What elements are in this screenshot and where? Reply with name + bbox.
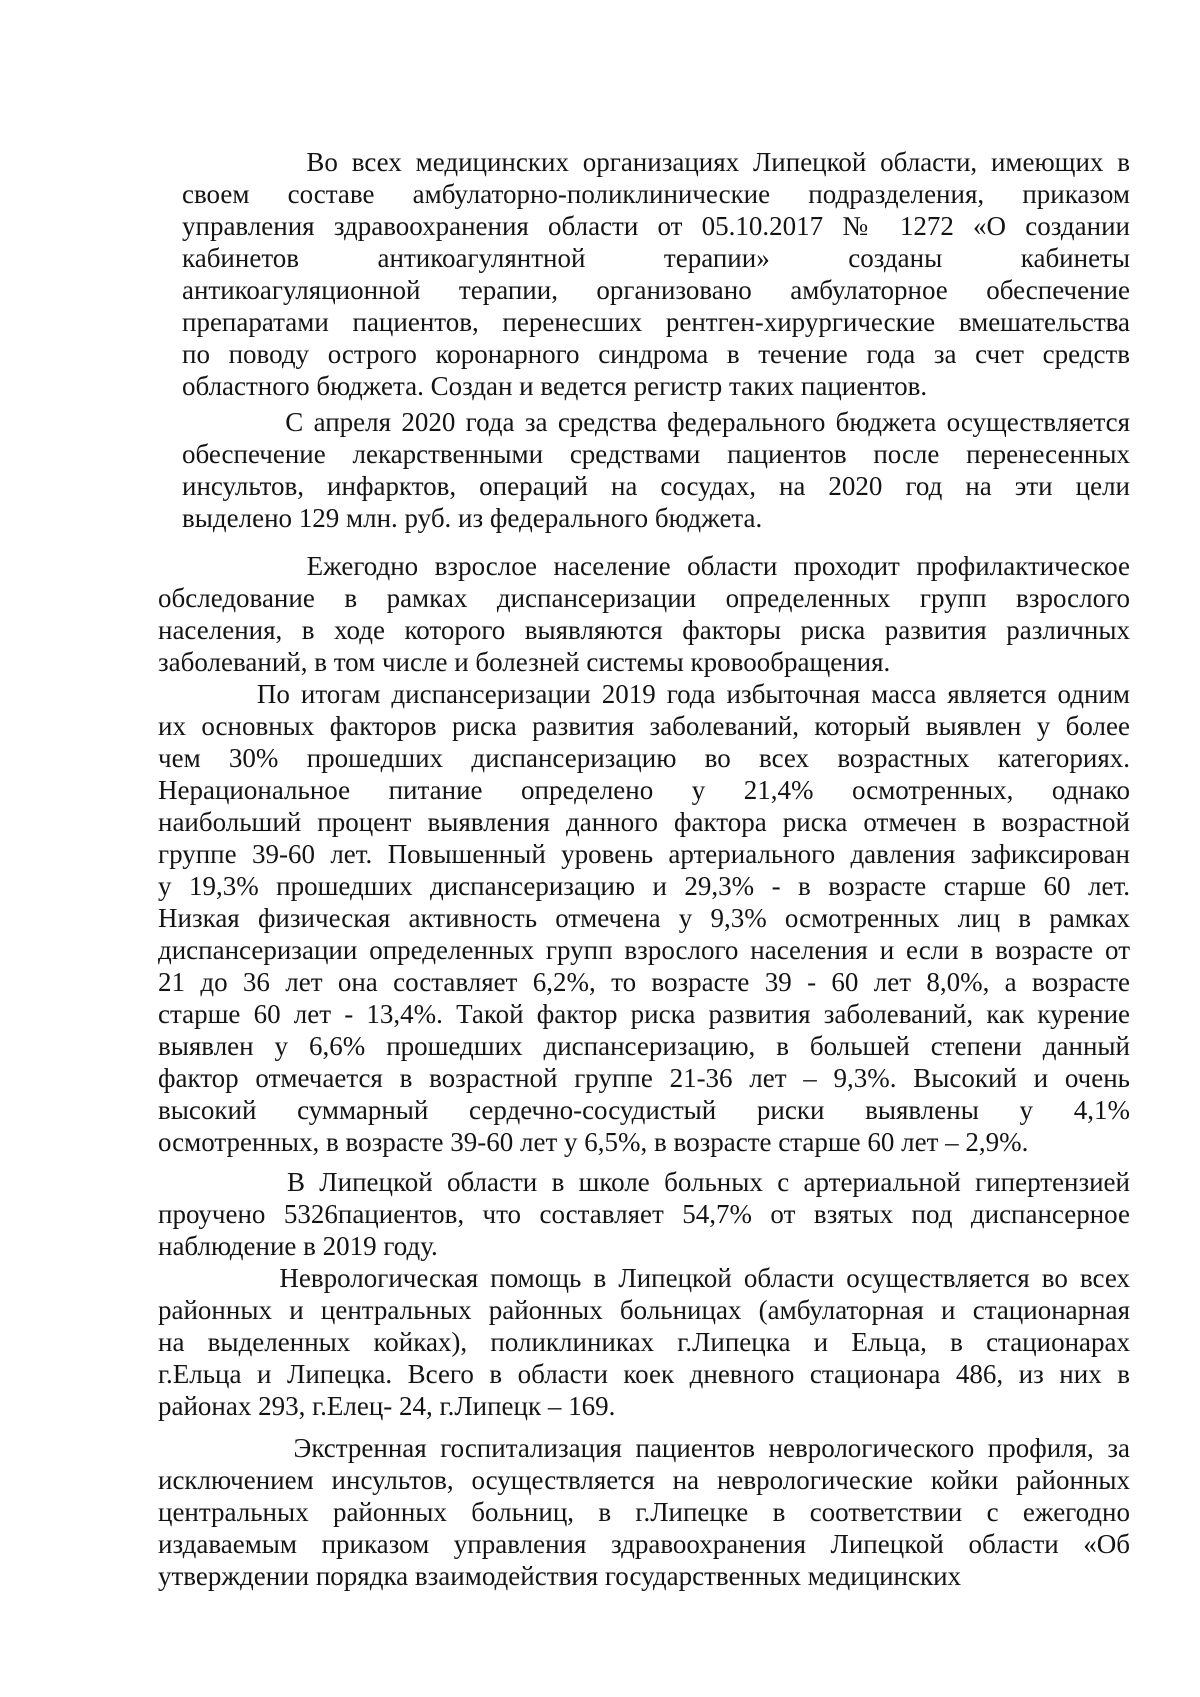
paragraph-neurological-care: [158, 1262, 1130, 1422]
text-line: группе 39-60 лет. Повышенный уровень артериального давления зафиксирован: [158, 839, 1130, 869]
text-line: высокий суммарный сердечно-сосудистый риски выявлены у 4,1%: [158, 1095, 1130, 1125]
text-line: выделено 129 млн. руб. из федерального бюджета.: [182, 503, 763, 533]
text-line: кабинетов антикоагулянтной терапии» созданы кабинеты: [182, 243, 1130, 273]
text-line: Ежегодно взрослое население области проходит профилактическое: [158, 551, 1130, 581]
text-line: издаваемым приказом управления здравоохранения Липецкой области «Об: [158, 1529, 1130, 1559]
text-line: заболеваний, в том числе и болезней системы кровообращения.: [158, 647, 891, 677]
text-line: Экстренная госпитализация пациентов неврологического профиля, за: [158, 1433, 1130, 1463]
text-line: 21 до 36 лет она составляет 6,2%, то возрасте 39 - 60 лет 8,0%, а возрасте: [158, 967, 1130, 997]
text-line: по поводу острого коронарного синдрома в течение года за счет средств: [182, 339, 1130, 369]
text-line: По итогам диспансеризации 2019 года избыточная масса является одним: [158, 679, 1130, 709]
text-line: чем 30% прошедших диспансеризацию во всех возрастных категориях.: [158, 743, 1130, 773]
text-line: старше 60 лет - 13,4%. Такой фактор риска развития заболеваний, как курение: [158, 999, 1130, 1029]
text-line: Во всех медицинских организациях Липецкой области, имеющих в: [182, 147, 1130, 177]
text-line: г.Ельца и Липецка. Всего в области коек дневного стационара 486, из них в: [158, 1359, 1130, 1389]
paragraph-federal-budget-medicines: [182, 406, 1130, 534]
text-line: на выделенных койках), поликлиниках г.Липецка и Ельца, в стационарах: [158, 1327, 1130, 1357]
text-line: осмотренных, в возрасте 39-60 лет у 6,5%, в возрасте старше 60 лет – 2,9%.: [158, 1127, 1029, 1157]
text-line: населения, в ходе которого выявляются факторы риска развития различных: [158, 615, 1130, 645]
text-line: обеспечение лекарственными средствами пациентов после перенесенных: [182, 439, 1130, 469]
paragraph-emergency-hospitalization: [158, 1432, 1130, 1592]
text-line: своем составе амбулаторно-поликлинические подразделения, приказом: [182, 179, 1130, 209]
text-line: наблюдение в 2019 году.: [158, 1231, 438, 1261]
text-line: диспансеризации определенных групп взрослого населения и если в возрасте от: [158, 935, 1130, 965]
paragraph-anticoagulant-cabinets: [182, 146, 1130, 402]
text-line: наибольший процент выявления данного фактора риска отмечен в возрастной: [158, 807, 1130, 837]
text-line: исключением инсультов, осуществляется на неврологические койки районных: [158, 1465, 1130, 1495]
text-line: препаратами пациентов, перенесших рентген-хирургические вмешательства: [182, 307, 1130, 337]
text-line: областного бюджета. Создан и ведется регистр таких пациентов.: [182, 371, 928, 401]
text-line: у 19,3% прошедших диспансеризацию и 29,3% - в возрасте старше 60 лет.: [158, 871, 1130, 901]
text-line: Низкая физическая активность отмечена у 9,3% осмотренных лиц в рамках: [158, 903, 1130, 933]
text-line: их основных факторов риска развития заболеваний, который выявлен у более: [158, 711, 1130, 741]
text-line: обследование в рамках диспансеризации определенных групп взрослого: [158, 583, 1130, 613]
text-line: Неврологическая помощь в Липецкой области осуществляется во всех: [158, 1263, 1130, 1293]
text-line: утверждении порядка взаимодействия государственных медицинских: [158, 1561, 962, 1591]
text-line: антикоагуляционной терапии, организовано амбулаторное обеспечение: [182, 275, 1130, 305]
text-line: районах 293, г.Елец- 24, г.Липецк – 169.: [158, 1391, 616, 1421]
text-line: районных и центральных районных больницах (амбулаторная и стационарная: [158, 1295, 1130, 1325]
text-line: инсультов, инфарктов, операций на сосудах, на 2020 год на эти цели: [182, 471, 1130, 501]
paragraph-hypertension-school: [158, 1166, 1130, 1262]
text-line: В Липецкой области в школе больных с артериальной гипертензией: [158, 1167, 1130, 1197]
text-line: выявлен у 6,6% прошедших диспансеризацию, в большей степени данный: [158, 1031, 1130, 1061]
text-line: С апреля 2020 года за средства федерального бюджета осуществляется: [182, 407, 1130, 437]
text-line: управления здравоохранения области от 05.10.2017 № 1272 «О создании: [182, 211, 1130, 241]
text-line: центральных районных больниц, в г.Липецке в соответствии с ежегодно: [158, 1497, 1130, 1527]
text-line: фактор отмечается в возрастной группе 21-36 лет – 9,3%. Высокий и очень: [158, 1063, 1130, 1093]
text-line: Нерациональное питание определено у 21,4% осмотренных, однако: [158, 775, 1130, 805]
paragraph-annual-screening: [158, 550, 1130, 678]
paragraph-risk-factors-2019: [158, 678, 1130, 1158]
text-line: проучено 5326пациентов, что составляет 54,7% от взятых под диспансерное: [158, 1199, 1130, 1229]
